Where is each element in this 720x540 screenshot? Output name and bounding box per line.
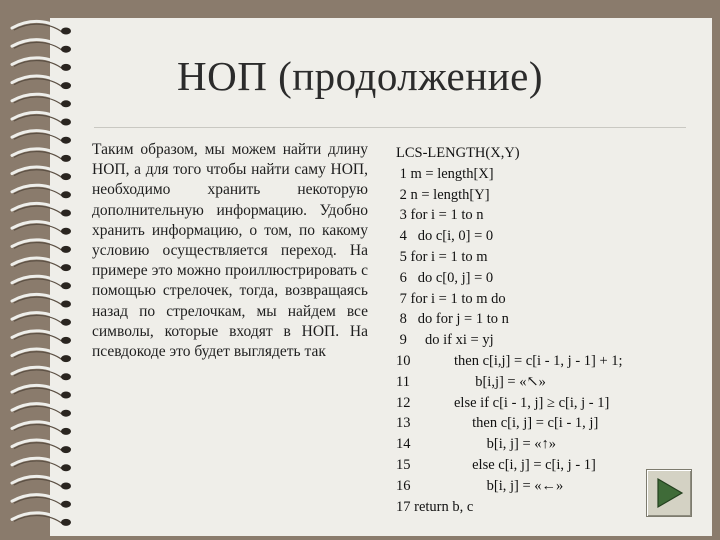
spiral-hole bbox=[61, 155, 71, 162]
slide-title: НОП (продолжение) bbox=[177, 53, 543, 99]
code-line: 5 for i = 1 to m bbox=[396, 248, 488, 265]
spiral-hole bbox=[61, 173, 71, 180]
spiral-hole bbox=[61, 428, 71, 435]
spiral-hole bbox=[61, 446, 71, 453]
code-line: 16 b[i, j] = «←» bbox=[396, 477, 564, 494]
next-slide-button[interactable] bbox=[646, 469, 692, 517]
pseudocode-block bbox=[396, 143, 696, 517]
spiral-ring bbox=[12, 21, 62, 30]
spiral-hole bbox=[61, 501, 71, 508]
code-line: 9 do if xi = yj bbox=[396, 332, 494, 349]
spiral-hole bbox=[61, 319, 71, 326]
code-line: 8 do for j = 1 to n bbox=[396, 311, 509, 328]
code-line: 13 then c[i, j] = c[i - 1, j] bbox=[396, 415, 599, 432]
description-text: Таким образом, мы можем найти длину НОП, а для того чтобы найти саму НОП, необходимо хранить некоторую дополнительную информацию. Удобно хранить информацию, о том, по какому условию осуществляется переход. На примере это можно проиллюстрировать с помощью стрелочек, тогда, возвращаясь назад по стрелочкам, мы найдем все символы, которые входят в НОП. На псевдокоде это будет выглядеть так bbox=[92, 141, 368, 361]
spiral-ring bbox=[12, 331, 62, 340]
spiral-hole bbox=[61, 301, 71, 308]
spiral-ring bbox=[12, 203, 62, 212]
spiral-hole bbox=[61, 337, 71, 344]
code-line: 12 else if c[i - 1, j] ≥ c[i, j - 1] bbox=[396, 394, 610, 411]
spiral-hole bbox=[61, 392, 71, 399]
code-line: LCS-LENGTH(X,Y) bbox=[396, 145, 520, 161]
code-line: 10 then c[i,j] = c[i - 1, j - 1] + 1; bbox=[396, 352, 623, 369]
spiral-ring bbox=[12, 495, 62, 504]
spiral-hole bbox=[61, 210, 71, 217]
spiral-hole bbox=[61, 119, 71, 126]
play-next-icon bbox=[647, 470, 691, 516]
spiral-hole bbox=[61, 100, 71, 107]
code-line: 2 n = length[Y] bbox=[396, 186, 490, 203]
spiral-hole bbox=[61, 519, 71, 526]
spiral-ring bbox=[12, 222, 62, 231]
spiral-ring bbox=[12, 294, 62, 303]
code-line: 17 return b, c bbox=[396, 498, 474, 515]
spiral-hole bbox=[61, 355, 71, 362]
spiral-ring bbox=[12, 240, 62, 249]
spiral-ring bbox=[12, 276, 62, 285]
spiral-hole bbox=[61, 373, 71, 380]
spiral-ring bbox=[12, 349, 62, 358]
spiral-hole bbox=[61, 191, 71, 198]
spiral-hole bbox=[61, 137, 71, 144]
spiral-ring bbox=[12, 440, 62, 449]
code-line: 11 b[i,j] = «↖» bbox=[396, 373, 546, 390]
spiral-hole bbox=[61, 410, 71, 417]
spiral-hole bbox=[61, 282, 71, 289]
code-line: 6 do c[0, j] = 0 bbox=[396, 269, 494, 286]
spiral-hole bbox=[61, 483, 71, 490]
spiral-ring bbox=[12, 40, 62, 49]
spiral-hole bbox=[61, 28, 71, 35]
code-line: 4 do c[i, 0] = 0 bbox=[396, 228, 494, 245]
spiral-ring bbox=[12, 367, 62, 376]
spiral-hole bbox=[61, 464, 71, 471]
spiral-ring bbox=[12, 476, 62, 485]
spiral-ring bbox=[12, 112, 62, 121]
spiral-ring bbox=[12, 313, 62, 322]
spiral-ring bbox=[12, 185, 62, 194]
spiral-ring bbox=[12, 458, 62, 467]
code-line: 1 m = length[X] bbox=[396, 165, 494, 182]
code-line: 15 else c[i, j] = c[i, j - 1] bbox=[396, 456, 596, 473]
spiral-hole bbox=[61, 228, 71, 235]
spiral-ring bbox=[12, 513, 62, 522]
spiral-ring bbox=[12, 131, 62, 140]
title-divider bbox=[94, 127, 686, 128]
spiral-ring bbox=[12, 422, 62, 431]
spiral-hole bbox=[61, 264, 71, 271]
spiral-ring bbox=[12, 258, 62, 267]
spiral-ring bbox=[12, 149, 62, 158]
spiral-hole bbox=[61, 246, 71, 253]
spiral-ring bbox=[12, 404, 62, 413]
code-line: 14 b[i, j] = «↑» bbox=[396, 436, 557, 453]
spiral-ring bbox=[12, 167, 62, 176]
code-line: 3 for i = 1 to n bbox=[396, 207, 484, 224]
code-line: 7 for i = 1 to m do bbox=[396, 290, 506, 307]
spiral-ring bbox=[12, 385, 62, 394]
